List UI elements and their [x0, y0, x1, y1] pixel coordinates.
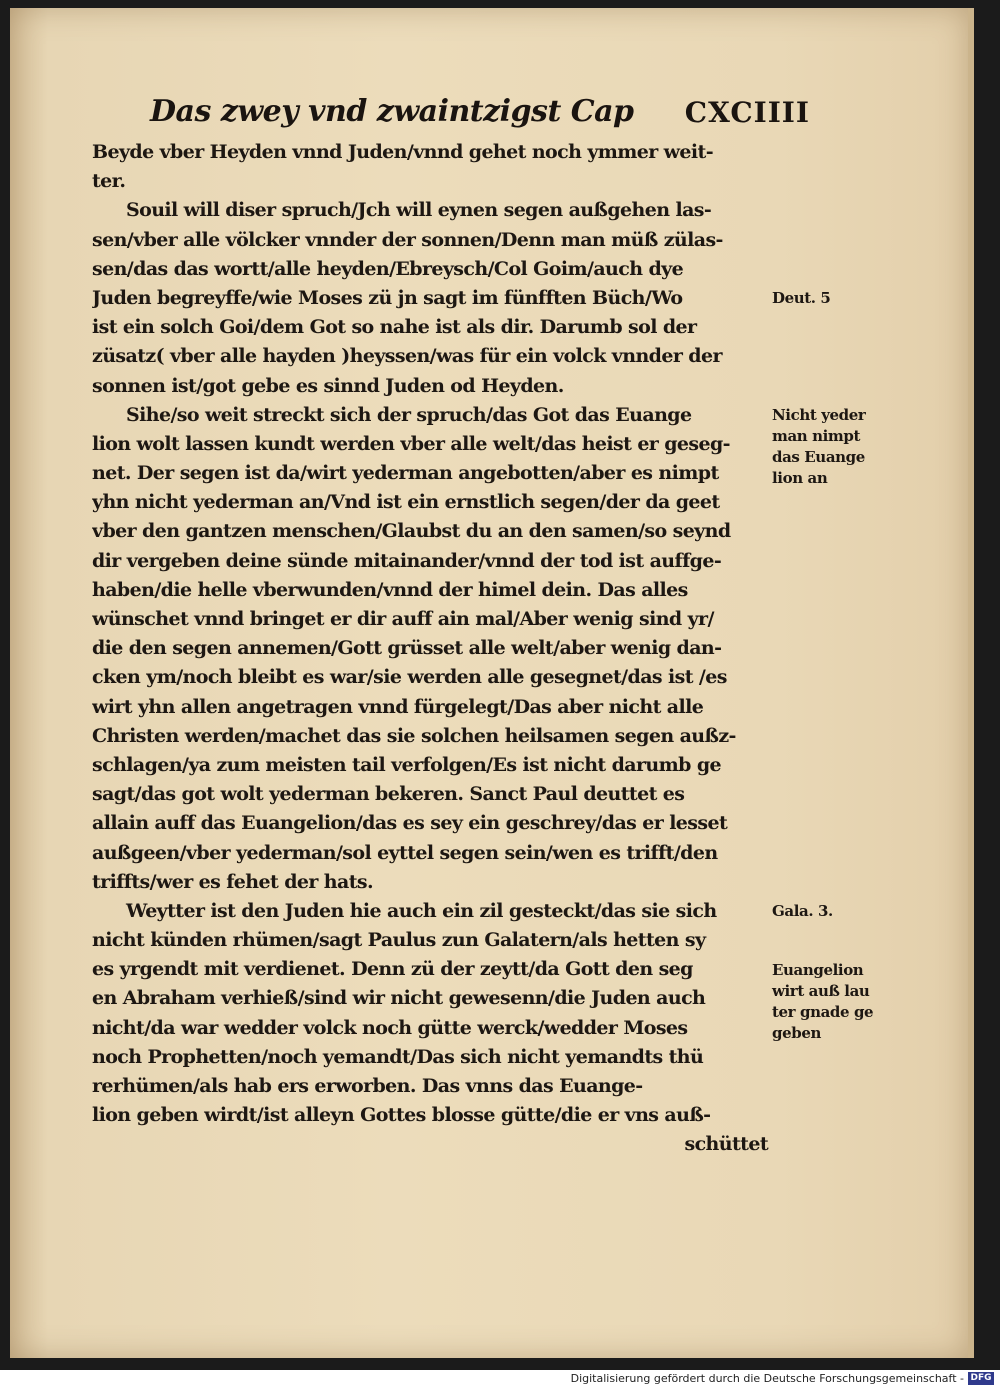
- text-line: yhn nicht yederman an/Vnd ist ein ernstlich segen/der da geet: [92, 491, 720, 514]
- margin-note-line: Euangelion: [772, 960, 864, 979]
- text-line: schlagen/ya zum meisten tail verfolgen/Es ist nicht darumb ge: [92, 753, 721, 776]
- text-line: dir vergeben deine sünde mitainander/vnnd der tod ist auffge-: [92, 549, 722, 572]
- text-line: Sihe/so weit streckt sich der spruch/das Got das Euange: [126, 403, 692, 426]
- text-line: haben/die helle vberwunden/vnnd der himel dein. Das alles: [92, 578, 688, 601]
- text-line: nicht künden rhümen/sagt Paulus zun Galatern/als hetten sy: [92, 929, 706, 952]
- margin-note-line: Nicht yeder: [772, 405, 866, 424]
- text-line: lion wolt lassen kundt werden vber alle welt/das heist er geseg-: [92, 432, 730, 455]
- text-line: allain auff das Euangelion/das es sey ein geschrey/das er lesset: [92, 812, 728, 835]
- book-page: [10, 8, 968, 1358]
- margin-note: [772, 960, 873, 1044]
- text-line: sen/vber alle völcker vnnder der sonnen/Denn man müß zülas-: [92, 228, 723, 251]
- footer-credit: Digitalisierung gefördert durch die Deutsche Forschungsgemeinschaft -: [570, 1372, 964, 1385]
- text-line: en Abraham verhieß/sind wir nicht gewesenn/die Juden auch: [92, 987, 706, 1010]
- margin-note-line: geben: [772, 1023, 821, 1042]
- text-line: triffts/wer es fehet der hats.: [92, 870, 373, 893]
- margin-note-line: das Euange: [772, 447, 865, 466]
- text-line: es yrgendt mit verdienet. Denn zü der zeytt/da Gott den seg: [92, 958, 693, 981]
- text-line: noch Prophetten/noch yemandt/Das sich nicht yemandts thü: [92, 1045, 704, 1068]
- dfg-logo: DFG: [968, 1372, 994, 1385]
- text-line: rerhümen/als hab ers erworben. Das vnns das Euange-: [92, 1075, 643, 1097]
- running-header: [150, 94, 810, 138]
- margin-note-line: Gala. 3.: [772, 902, 833, 921]
- margin-note-line: wirt auß lau: [772, 981, 870, 1000]
- text-line: sagt/das got wolt yederman bekeren. Sanct Paul deuttet es: [92, 783, 685, 806]
- margin-note-line: ter gnade ge: [772, 1002, 874, 1021]
- page-edge: [968, 8, 974, 1358]
- text-line: lion geben wirdt/ist alleyn Gottes blosse gütte/die er vns auß-: [92, 1104, 711, 1127]
- margin-note: [772, 405, 865, 489]
- text-line: cken ym/noch bleibt es war/sie werden alle gesegnet/das ist /es: [92, 666, 727, 689]
- text-line: Beyde vber Heyden vnnd Juden/vnnd gehet noch ymmer weit-: [92, 141, 714, 163]
- text-line: ist ein solch Goi/dem Got so nahe ist als dir. Darumb sol der: [92, 316, 697, 339]
- text-line: schüttet: [684, 1133, 768, 1156]
- chapter-title: Das zwey vnd zwaintzigst Cap: [150, 94, 634, 129]
- text-line: Souil will diser spruch/Jch will eynen segen außgehen las-: [126, 199, 712, 222]
- text-line: außgeen/vber yederman/sol eyttel segen sein/wen es trifft/den: [92, 841, 718, 864]
- text-line: züsatz( vber alle hayden )heyssen/was für ein volck vnnder der: [92, 345, 722, 368]
- text-line: Christen werden/machet das sie solchen heilsamen segen außz-: [92, 724, 736, 747]
- text-line: wünschet vnnd bringet er dir auff ain mal/Aber wenig sind yr/: [92, 608, 714, 630]
- margin-note: [772, 288, 830, 309]
- text-line: wirt yhn allen angetragen vnnd fürgelegt/Das aber nicht alle: [92, 695, 704, 718]
- text-line: vber den gantzen menschen/Glaubst du an den samen/so seynd: [92, 520, 731, 543]
- text-line: sen/das das wortt/alle heyden/Ebreysch/Col Goim/auch dye: [92, 257, 684, 280]
- text-line: net. Der segen ist da/wirt yederman angebotten/aber es nimpt: [92, 462, 719, 485]
- text-line: Juden begreyffe/wie Moses zü jn sagt im fünfften Büch/Wo: [92, 286, 683, 309]
- text-line: die den segen annemen/Gott grüsset alle welt/aber wenig dan-: [92, 637, 722, 660]
- folio-number: CXCIIII: [684, 96, 810, 129]
- body-text-block: [92, 138, 772, 1160]
- margin-note: [772, 901, 833, 922]
- margin-note-line: Deut. 5: [772, 289, 831, 307]
- text-line: ter.: [92, 170, 126, 193]
- text-line: sonnen ist/got gebe es sinnd Juden od Heyden.: [92, 374, 564, 397]
- margin-note-line: man nimpt: [772, 426, 861, 445]
- text-line: Weytter ist den Juden hie auch ein zil gesteckt/das sie sich: [126, 899, 717, 922]
- text-line: nicht/da war wedder volck noch gütte werck/wedder Moses: [92, 1016, 688, 1039]
- margin-note-line: lion an: [772, 468, 828, 487]
